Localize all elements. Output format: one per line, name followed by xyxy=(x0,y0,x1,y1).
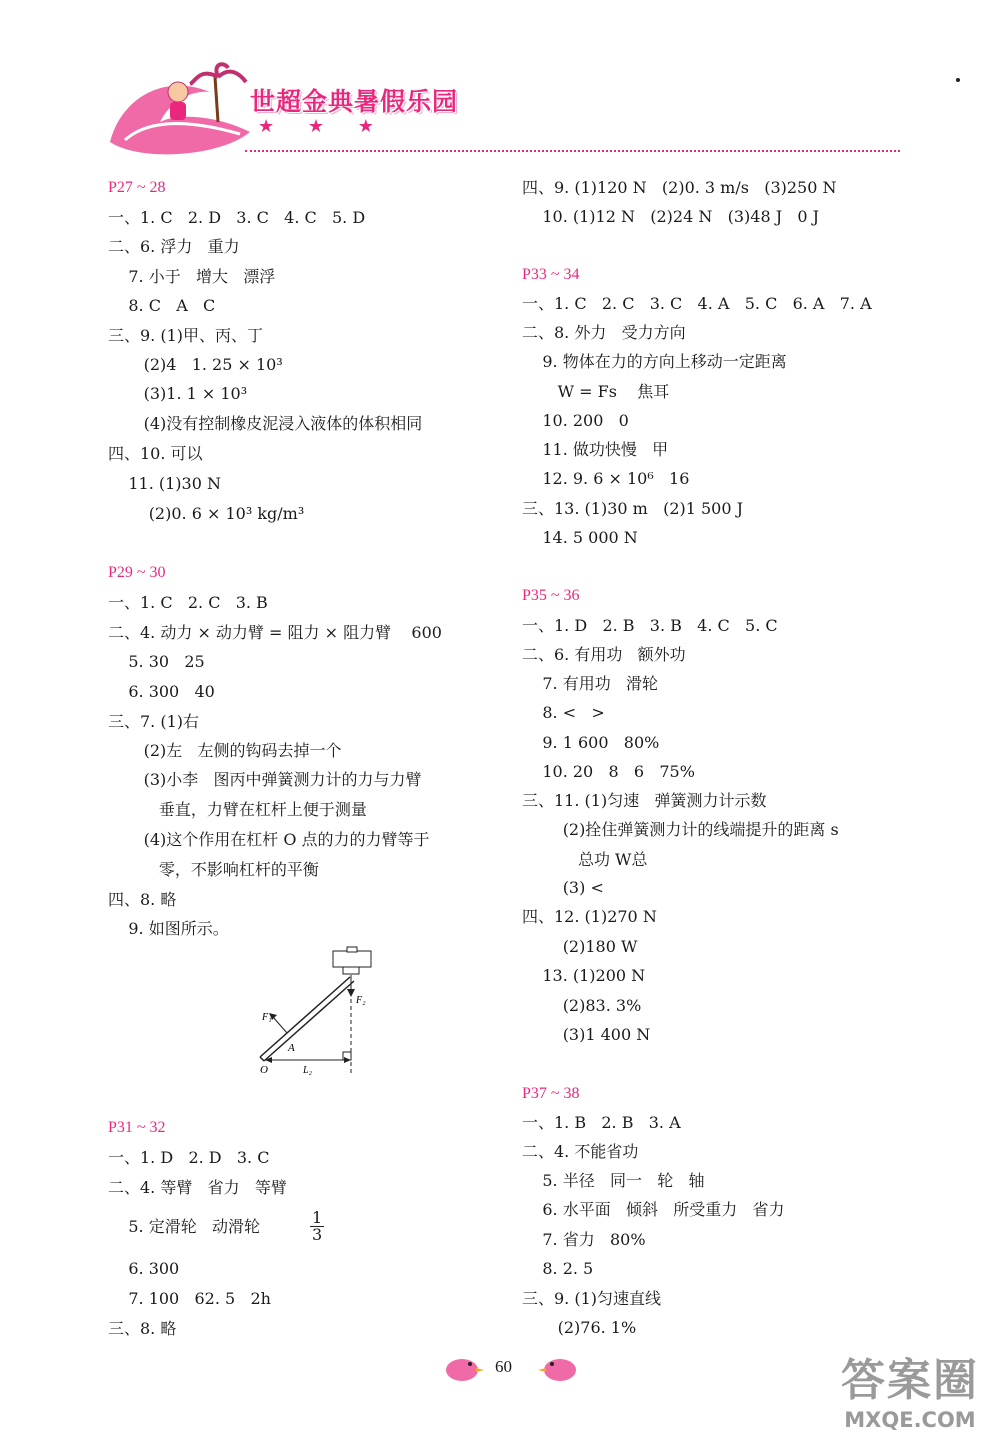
fraction-numerator: 1 xyxy=(312,1208,323,1227)
answer-line: 四、8. 略 xyxy=(108,890,177,909)
watermark-logo-text: 答案圈 xyxy=(841,1355,979,1406)
answer-line: 6. 水平面 倾斜 所受重力 省力 xyxy=(522,1200,785,1219)
label-l2: L₂ xyxy=(303,1065,313,1076)
answer-line: 6. 300 xyxy=(108,1259,180,1278)
answer-line: 一、1. D 2. B 3. B 4. C 5. C xyxy=(522,616,778,635)
answer-line: 三、11. (1)匀速 弹簧测力计示数 xyxy=(522,791,767,810)
section-heading: P29 ~ 30 xyxy=(108,564,166,581)
answer-line: 三、7. (1)右 xyxy=(108,712,200,731)
answer-line: 13. (1)200 N xyxy=(522,966,646,985)
label-f1: F₁ xyxy=(262,1012,272,1023)
section-heading: P35 ~ 36 xyxy=(522,587,580,604)
answer-line: 四、9. (1)120 N (2)0. 3 m/s (3)250 N xyxy=(522,178,837,197)
answer-line: 9. 1 600 80% xyxy=(522,733,660,752)
answer-line: 7. 小于 增大 漂浮 xyxy=(108,267,276,286)
answer-line: 二、4. 不能省功 xyxy=(522,1142,639,1161)
answer-line: 三、9. (1)匀速直线 xyxy=(522,1289,662,1308)
answer-line: 11. 做功快慢 甲 xyxy=(522,440,669,459)
answer-line: 三、9. (1)甲、丙、丁 xyxy=(108,326,264,345)
section-heading: P33 ~ 34 xyxy=(522,266,580,283)
header-divider xyxy=(245,150,900,152)
answer-line: (3)小李 图丙中弹簧测力计的力与力臂 xyxy=(108,770,422,789)
answer-line: 一、1. D 2. D 3. C xyxy=(108,1148,270,1167)
section-heading: P31 ~ 32 xyxy=(108,1119,166,1136)
answer-line: (2)0. 6 × 10³ kg/m³ xyxy=(108,504,305,523)
answer-line: (3) < xyxy=(522,878,604,897)
answer-line: (2)83. 3% xyxy=(522,996,642,1015)
answer-line: 四、10. 可以 xyxy=(108,444,203,463)
answer-line: 11. (1)30 N xyxy=(108,474,221,493)
answer-line: 8. < > xyxy=(522,703,605,722)
answer-line: 5. 定滑轮 动滑轮 xyxy=(108,1217,260,1236)
lever-diagram xyxy=(255,945,375,1080)
answer-line: 6. 300 40 xyxy=(108,682,215,701)
answer-line: (3)1. 1 × 10³ xyxy=(108,384,248,403)
answer-line: 5. 30 25 xyxy=(108,652,205,671)
footer-decoration xyxy=(440,1350,590,1386)
answer-line: 5. 半径 同一 轮 轴 xyxy=(522,1171,705,1190)
section-heading: P37 ~ 38 xyxy=(522,1085,580,1102)
answer-line: 一、1. C 2. C 3. C 4. A 5. C 6. A 7. A xyxy=(522,294,872,313)
answer-line: 8. C A C xyxy=(108,296,216,315)
answer-line: (3)1 400 N xyxy=(522,1025,651,1044)
answer-line: 二、6. 有用功 额外功 xyxy=(522,645,686,664)
header-title: 世超金典暑假乐园 xyxy=(250,87,459,116)
label-f2: F₂ xyxy=(356,995,366,1006)
answer-line: (2)76. 1% xyxy=(522,1318,637,1337)
answer-line: (2)左 左侧的钩码去掉一个 xyxy=(108,741,342,760)
answer-line: 7. 有用功 滑轮 xyxy=(522,674,658,693)
corner-dot xyxy=(956,78,960,82)
answer-line: W = Fs 焦耳 xyxy=(522,382,670,401)
answer-line: 三、8. 略 xyxy=(108,1319,177,1338)
header-logo xyxy=(100,62,260,162)
answer-line: 9. 如图所示。 xyxy=(108,919,229,938)
fraction xyxy=(310,1210,324,1243)
answer-line: 二、4. 等臂 省力 等臂 xyxy=(108,1178,287,1197)
answer-line: 垂直，力臂在杠杆上便于测量 xyxy=(108,800,367,819)
answer-line: 10. 200 0 xyxy=(522,411,629,430)
answer-line: 一、1. C 2. C 3. B xyxy=(108,593,268,612)
answer-line: 12. 9. 6 × 10⁶ 16 xyxy=(522,469,690,488)
watermark-url: MXQE.COM xyxy=(844,1408,976,1432)
answer-line: 一、1. B 2. B 3. A xyxy=(522,1113,681,1132)
answer-line: 一、1. C 2. D 3. C 4. C 5. D xyxy=(108,208,366,227)
answer-line: 二、4. 动力 × 动力臂 = 阻力 × 阻力臂 600 xyxy=(108,623,442,642)
watermark xyxy=(825,1355,995,1450)
answer-line: 14. 5 000 N xyxy=(522,528,638,547)
answer-line: (2)拴住弹簧测力计的线端提升的距离 s xyxy=(522,820,839,839)
answer-line: 9. 物体在力的方向上移动一定距离 xyxy=(522,352,787,371)
label-o: O xyxy=(260,1064,268,1076)
section-heading: P27 ~ 28 xyxy=(108,179,166,196)
answer-line: 二、6. 浮力 重力 xyxy=(108,237,240,256)
label-a: A xyxy=(288,1042,295,1054)
page-number: 60 xyxy=(495,1357,512,1376)
answer-line: 零，不影响杠杆的平衡 xyxy=(108,860,319,879)
answer-line: (4)没有控制橡皮泥浸入液体的体积相同 xyxy=(108,414,423,433)
answer-line: 7. 省力 80% xyxy=(522,1230,646,1249)
answer-line: 7. 100 62. 5 2h xyxy=(108,1289,271,1308)
answer-line: 三、13. (1)30 m (2)1 500 J xyxy=(522,499,744,518)
answer-line: 10. (1)12 N (2)24 N (3)48 J 0 J xyxy=(522,207,820,226)
answer-line: 总功 W总 xyxy=(522,850,648,869)
answer-line: (4)这个作用在杠杆 O 点的力的力臂等于 xyxy=(108,830,430,849)
header-stars: ★ ★ ★ xyxy=(258,116,388,137)
answer-line: 四、12. (1)270 N xyxy=(522,907,657,926)
answer-line: 二、8. 外力 受力方向 xyxy=(522,323,686,342)
answer-line: (2)180 W xyxy=(522,937,638,956)
answer-line: 10. 20 8 6 75% xyxy=(522,762,695,781)
answer-line: 8. 2. 5 xyxy=(522,1259,594,1278)
fraction-denominator: 3 xyxy=(312,1225,323,1244)
answer-line: (2)4 1. 25 × 10³ xyxy=(108,355,283,374)
